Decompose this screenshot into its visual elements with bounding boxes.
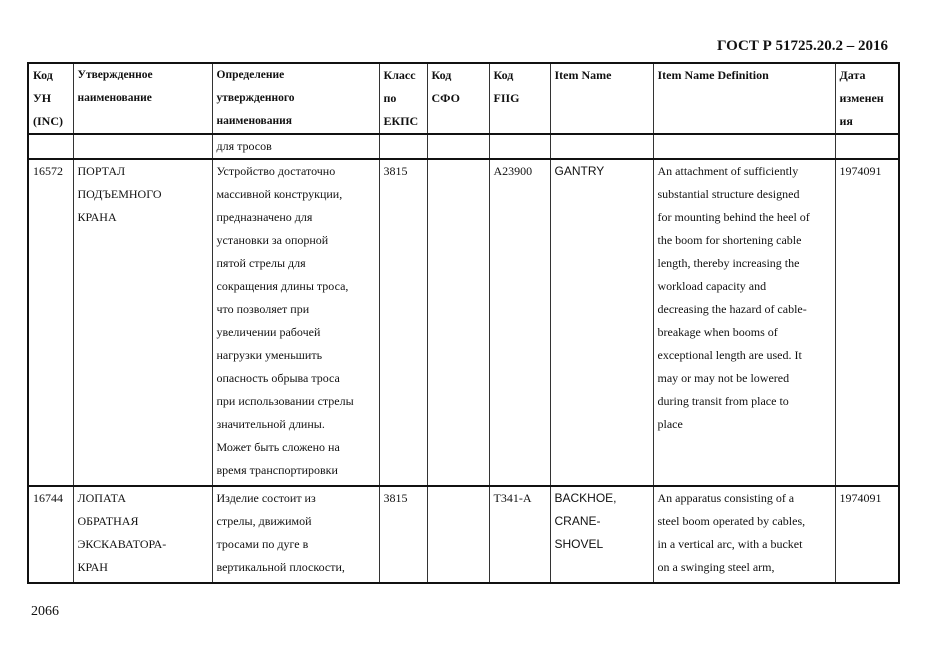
cell-line: ПОРТАЛ <box>77 164 126 178</box>
cell-line: сокращения длины троса, <box>216 279 349 293</box>
cell-line: нагрузки уменьшить <box>216 348 323 362</box>
cell-line: предназначено для <box>216 210 313 224</box>
table-row <box>28 159 899 486</box>
header-fiig <box>489 63 550 134</box>
cell-line: CRANE- <box>554 514 601 528</box>
table-row <box>28 486 899 583</box>
cell-line: Может быть сложено на <box>216 440 340 454</box>
cell-sfo <box>427 159 489 486</box>
header-line: УН <box>33 91 52 105</box>
page-number: 2066 <box>31 604 59 619</box>
header-line: ия <box>839 114 853 128</box>
cell-line: при использовании стрелы <box>216 394 354 408</box>
cell-line: ЭКСКАВАТОРА- <box>77 537 167 551</box>
cell-line: An apparatus consisting of a <box>657 491 795 505</box>
cell-line: Изделие состоит из <box>216 491 316 505</box>
cell-line: что позволяет при <box>216 302 310 316</box>
cell-line: steel boom operated by cables, <box>657 514 806 528</box>
cell-line: установки за опорной <box>216 233 329 247</box>
header-line: по <box>383 91 397 105</box>
cell-line: опасность обрыва троса <box>216 371 340 385</box>
cell-line: SHOVEL <box>554 537 604 551</box>
header-approved-name <box>73 63 212 134</box>
cell-line: время транспортировки <box>216 463 338 477</box>
cell-line: пятой стрелы для <box>216 256 306 270</box>
cell-line: workload capacity and <box>657 279 767 293</box>
header-definition <box>212 63 379 134</box>
header-line: утвержденного <box>216 92 295 104</box>
header-inc <box>28 63 73 134</box>
cell-line: the boom for shortening cable <box>657 233 802 247</box>
continuation-line: для тросов <box>216 139 272 153</box>
cell-inc: 16572 <box>28 159 73 486</box>
cell-line: during transit from place to <box>657 394 789 408</box>
header-line: Код <box>431 68 452 82</box>
cell-item-definition <box>653 486 835 583</box>
cell-approved-name <box>73 159 212 486</box>
cell-definition <box>212 159 379 486</box>
cell-line: массивной конструкции, <box>216 187 343 201</box>
header-line: Класс <box>383 68 416 82</box>
header-line: Определение <box>216 69 285 81</box>
cell-line: for mounting behind the heel of <box>657 210 810 224</box>
cell-line: Устройство достаточно <box>216 164 336 178</box>
header-line: Код <box>33 68 53 82</box>
cell-line: An attachment of sufficiently <box>657 164 799 178</box>
cell-line: ЛОПАТА <box>77 491 126 505</box>
cell-line: place <box>657 417 683 431</box>
cell-line: BACKHOE, <box>554 491 617 505</box>
cell-sfo <box>427 486 489 583</box>
header-line: Дата <box>839 68 866 82</box>
header-line: Код <box>493 68 514 82</box>
cell-approved-name <box>73 486 212 583</box>
cell-change-date: 1974091 <box>835 159 899 486</box>
header-line: наименования <box>216 115 292 127</box>
cell-definition <box>212 486 379 583</box>
cell-inc: 16744 <box>28 486 73 583</box>
cell-line: стрелы, движимой <box>216 514 312 528</box>
cell-line: substantial structure designed <box>657 187 800 201</box>
catalog-table <box>27 62 900 584</box>
cell-change-date: 1974091 <box>835 486 899 583</box>
document-header: ГОСТ Р 51725.20.2 – 2016 <box>716 38 888 54</box>
header-line: (INC) <box>33 114 63 128</box>
header-item-name <box>550 63 653 134</box>
cell-line: on a swinging steel arm, <box>657 560 775 574</box>
header-line: Item Name Definition <box>657 68 769 82</box>
continuation-definition <box>212 134 379 159</box>
cell-class: 3815 <box>379 486 427 583</box>
header-line: FIIG <box>493 91 520 105</box>
cell-item-name <box>550 159 653 486</box>
header-change-date <box>835 63 899 134</box>
cell-line: увеличении рабочей <box>216 325 321 339</box>
cell-line: вертикальной плоскости, <box>216 560 345 574</box>
cell-line: decreasing the hazard of cable- <box>657 302 807 316</box>
cell-fiig: A23900 <box>489 159 550 486</box>
cell-line: КРАН <box>77 560 108 574</box>
cell-fiig: T341-A <box>489 486 550 583</box>
cell-line: exceptional length are used. It <box>657 348 802 362</box>
header-line: изменен <box>839 91 884 105</box>
cell-line: may or may not be lowered <box>657 371 790 385</box>
cell-line: ПОДЪЕМНОГО <box>77 187 162 201</box>
header-line: ЕКПС <box>383 114 419 128</box>
continuation-row <box>28 134 899 159</box>
cell-item-definition <box>653 159 835 486</box>
cell-line: in a vertical arc, with a bucket <box>657 537 803 551</box>
cell-line: КРАНА <box>77 210 117 224</box>
header-line: СФО <box>431 91 460 105</box>
header-line: наименование <box>77 92 152 104</box>
header-item-definition <box>653 63 835 134</box>
table-header-row <box>28 63 899 134</box>
cell-line: GANTRY <box>554 164 605 178</box>
header-class <box>379 63 427 134</box>
header-line: Утвержденное <box>77 69 153 81</box>
cell-line: ОБРАТНАЯ <box>77 514 139 528</box>
cell-line: тросами по дуге в <box>216 537 309 551</box>
header-sfo <box>427 63 489 134</box>
cell-line: breakage when booms of <box>657 325 778 339</box>
cell-line: значительной длины. <box>216 417 325 431</box>
cell-item-name <box>550 486 653 583</box>
cell-line: length, thereby increasing the <box>657 256 800 270</box>
header-line: Item Name <box>554 68 612 82</box>
cell-class: 3815 <box>379 159 427 486</box>
